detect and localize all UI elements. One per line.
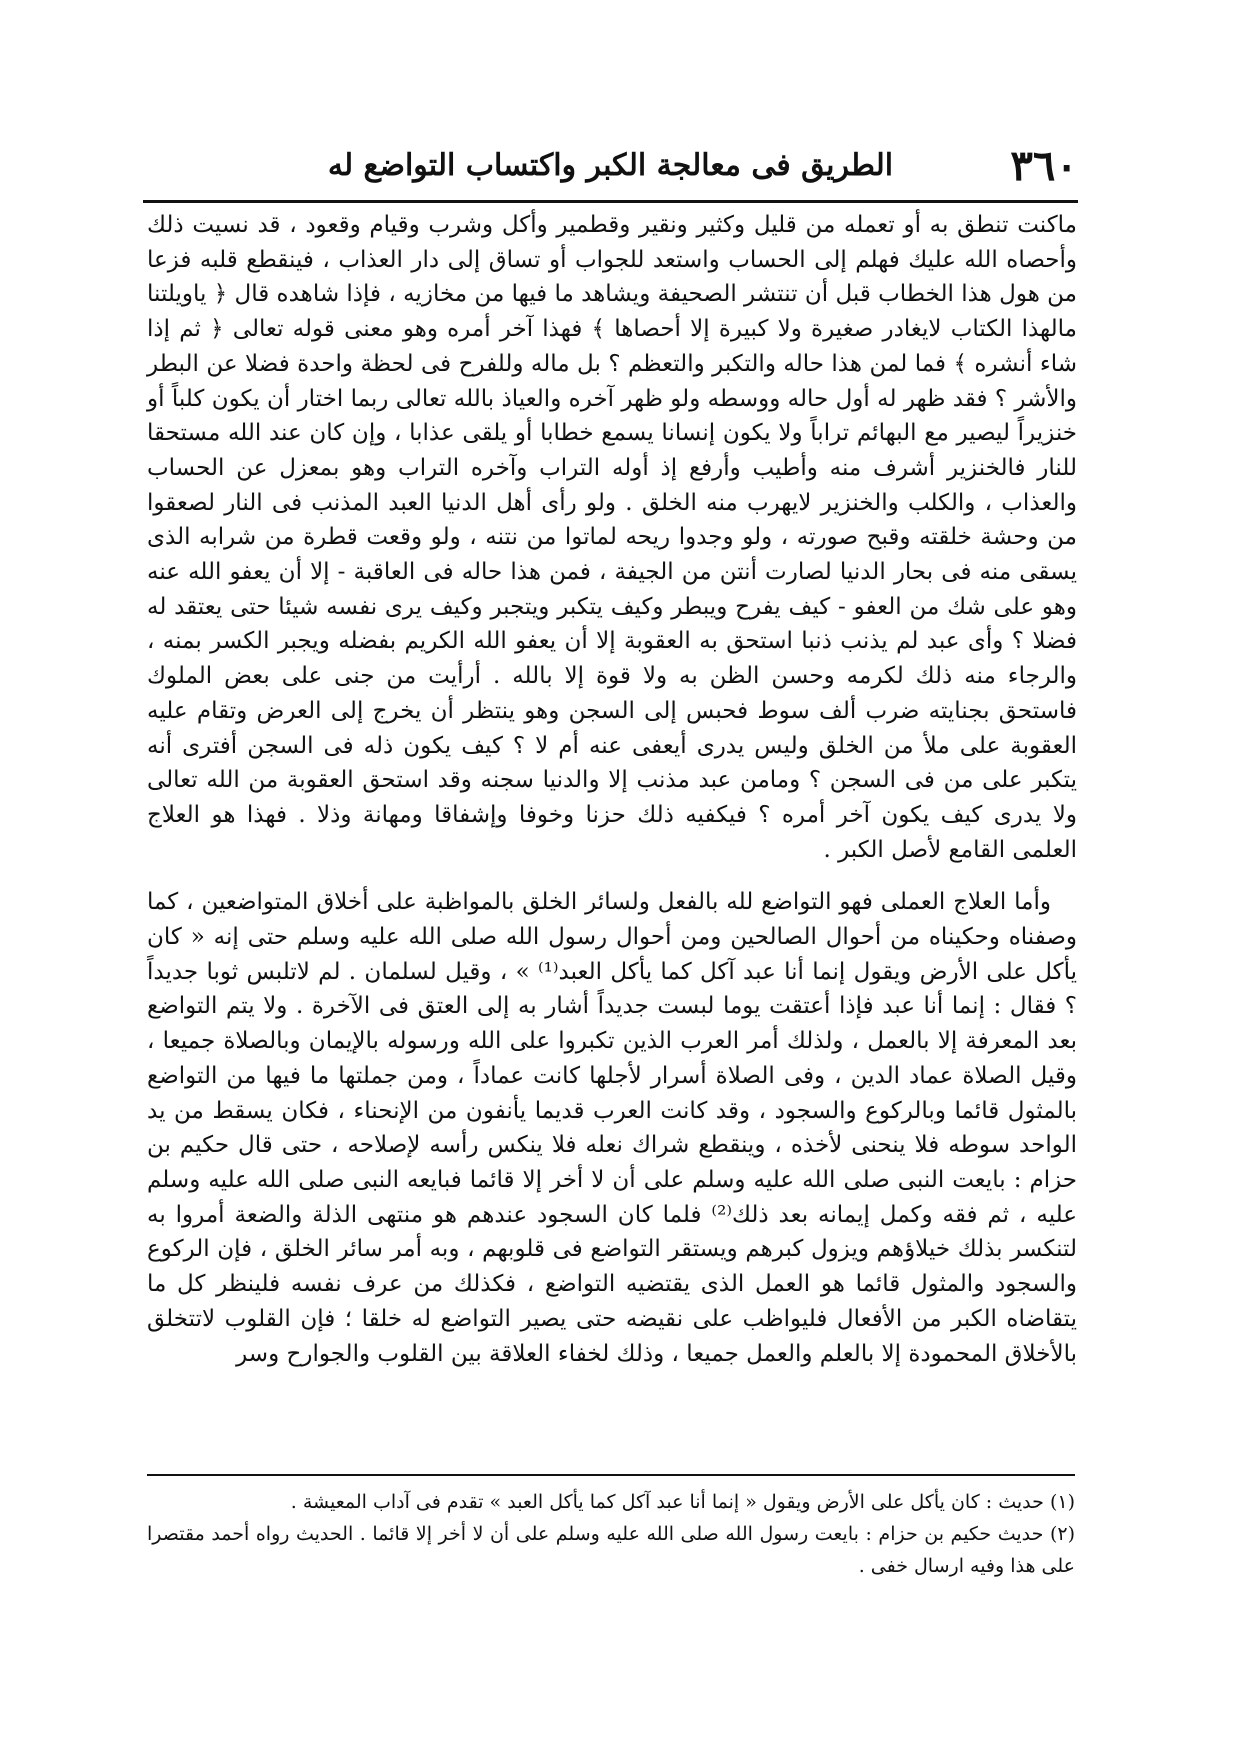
page-number: ٣٦٠ — [1010, 141, 1078, 190]
paragraph: وأما العلاج العملى فهو التواضع لله بالفعل ولسائر الخلق بالمواظبة على أخلاق المتواضعين ، كما وصفناه وحكيناه من أحوال الصالحين ومن أحوال رسول الله صلى الله عليه وسلم حتى إنه « كان يأكل على الأرض ويقول إنما أنا عبد آكل كما يأكل العبد⁽¹⁾ » ، وقيل لسلمان . لم لاتلبس ثوبا جديداً ؟ فقال : إنما أنا عبد فإذا أعتقت يوما لبست جديداً أشار به إلى العتق فى الآخرة . ولا يتم التواضع بعد المعرفة إلا بالعمل ، ولذلك أمر العرب الذين تكبروا على الله ورسوله بالإيمان وبالصلاة جميعا ، وقيل الصلاة عماد الدين ، وفى الصلاة أسرار لأجلها كانت عماداً ، ومن جملتها ما فيها من التواضع بالمثول قائما وبالركوع والسجود ، وقد كانت العرب قديما يأنفون من الإنحناء ، فكان يسقط من يد الواحد سوطه فلا ينحنى لأخذه ، وينقطع شراك نعله فلا ينكس رأسه لإصلاحه ، حتى قال حكيم بن حزام : بايعت النبى صلى الله عليه وسلم على أن لا أخر إلا قائما فبايعه النبى صلى الله عليه وسلم عليه ، ثم فقه وكمل إيمانه بعد ذلك⁽²⁾ فلما كان السجود عندهم هو منتهى الذلة والضعة أمروا به لتنكسر بذلك خيلاؤهم ويزول كبرهم ويستقر التواضع فى قلوبهم ، وبه أمر سائر الخلق ، فإن الركوع والسجود والمثول قائما هو العمل الذى يقتضيه التواضع ، فكذلك من عرف نفسه فلينظر كل ما يتقاضاه الكبر من الأفعال فليواظب على نقيضه حتى يصير التواضع له خلقا ؛ فإن القلوب لاتتخلق بالأخلاق المحمودة إلا بالعلم والعمل جميعا ، وذلك لخفاء العلاقة بين القلوب والجوارح وسر — [147, 889, 1077, 1367]
footnotes — [147, 1486, 1075, 1582]
footnote-divider — [147, 1474, 1075, 1476]
page-header — [143, 140, 1078, 192]
footnote: (١) حديث : كان يأكل على الأرض ويقول « إنما أنا عبد آكل كما يأكل العبد » تقدم فى آداب المعيشة . — [290, 1491, 1075, 1513]
main-text — [147, 208, 1077, 1371]
paragraph: ماكنت تنطق به أو تعمله من قليل وكثير ونقير وقطمير وأكل وشرب وقيام وقعود ، قد نسيت ذلك وأحصاه الله عليك فهلم إلى الحساب واستعد للجواب أو تساق إلى دار العذاب ، فينقطع قلبه فزعا من هول هذا الخطاب قبل أن تنتشر الصحيفة ويشاهد ما فيها من مخازيه ، فإذا شاهده قال ﴿ ياويلتنا مالهذا الكتاب لايغادر صغيرة ولا كبيرة إلا أحصاها ﴾ فهذا آخر أمره وهو معنى قوله تعالى ﴿ ثم إذا شاء أنشره ﴾ فما لمن هذا حاله والتكبر والتعظم ؟ بل ماله وللفرح فى لحظة واحدة فضلا عن البطر والأشر ؟ فقد ظهر له أول حاله ووسطه ولو ظهر آخره والعياذ بالله تعالى ربما اختار أن يكون كلباً أو خنزيراً ليصير مع البهائم تراباً ولا يكون إنسانا يسمع خطابا أو يلقى عذابا ، وإن كان عند الله مستحقا للنار فالخنزير أشرف منه وأطيب وأرفع إذ أوله التراب وآخره التراب وهو بمعزل عن الحساب والعذاب ، والكلب والخنزير لايهرب منه الخلق . ولو رأى أهل الدنيا العبد المذنب فى النار لصعقوا من وحشة خلقته وقبح صورته ، ولو وجدوا ريحه لماتوا من نتنه ، ولو وقعت قطرة من شرابه الذى يسقى منه فى بحار الدنيا لصارت أنتن من الجيفة ، فمن هذا حاله فى العاقبة - إلا أن يعفو الله عنه وهو على شك من العفو - كيف يفرح ويبطر وكيف يتكبر ويتجبر وكيف يرى نفسه شيئا حتى يعتقد له فضلا ؟ وأى عبد لم يذنب ذنبا استحق به العقوبة إلا أن يعفو الله الكريم بفضله ويجبر الكسر بمنه ، والرجاء منه ذلك لكرمه وحسن الظن به ولا قوة إلا بالله . أرأيت من جنى على بعض الملوك فاستحق بجنايته ضرب ألف سوط فحبس إلى السجن وهو ينتظر أن يخرج إلى العرض وتقام عليه العقوبة على ملأ من الخلق وليس يدرى أيعفى عنه أم لا ؟ كيف يكون ذله فى السجن أفترى أنه يتكبر على من فى السجن ؟ ومامن عبد مذنب إلا والدنيا سجنه وقد استحق العقوبة من الله تعالى ولا يدرى كيف يكون آخر أمره ؟ فيكفيه ذلك حزنا وخوفا وإشفاقا ومهانة وذلا . فهذا هو العلاج العلمى القامع لأصل الكبر . — [147, 212, 1077, 863]
running-title: الطريق فى معالجة الكبر واكتساب التواضع له — [327, 148, 894, 183]
header-divider — [143, 200, 1078, 203]
footnote: (٢) حديث حكيم بن حزام : بايعت رسول الله صلى الله عليه وسلم على أن لا أخر إلا قائما . الحديث رواه أحمد مقتصرا على هذا وفيه ارسال خفى . — [147, 1523, 1075, 1577]
